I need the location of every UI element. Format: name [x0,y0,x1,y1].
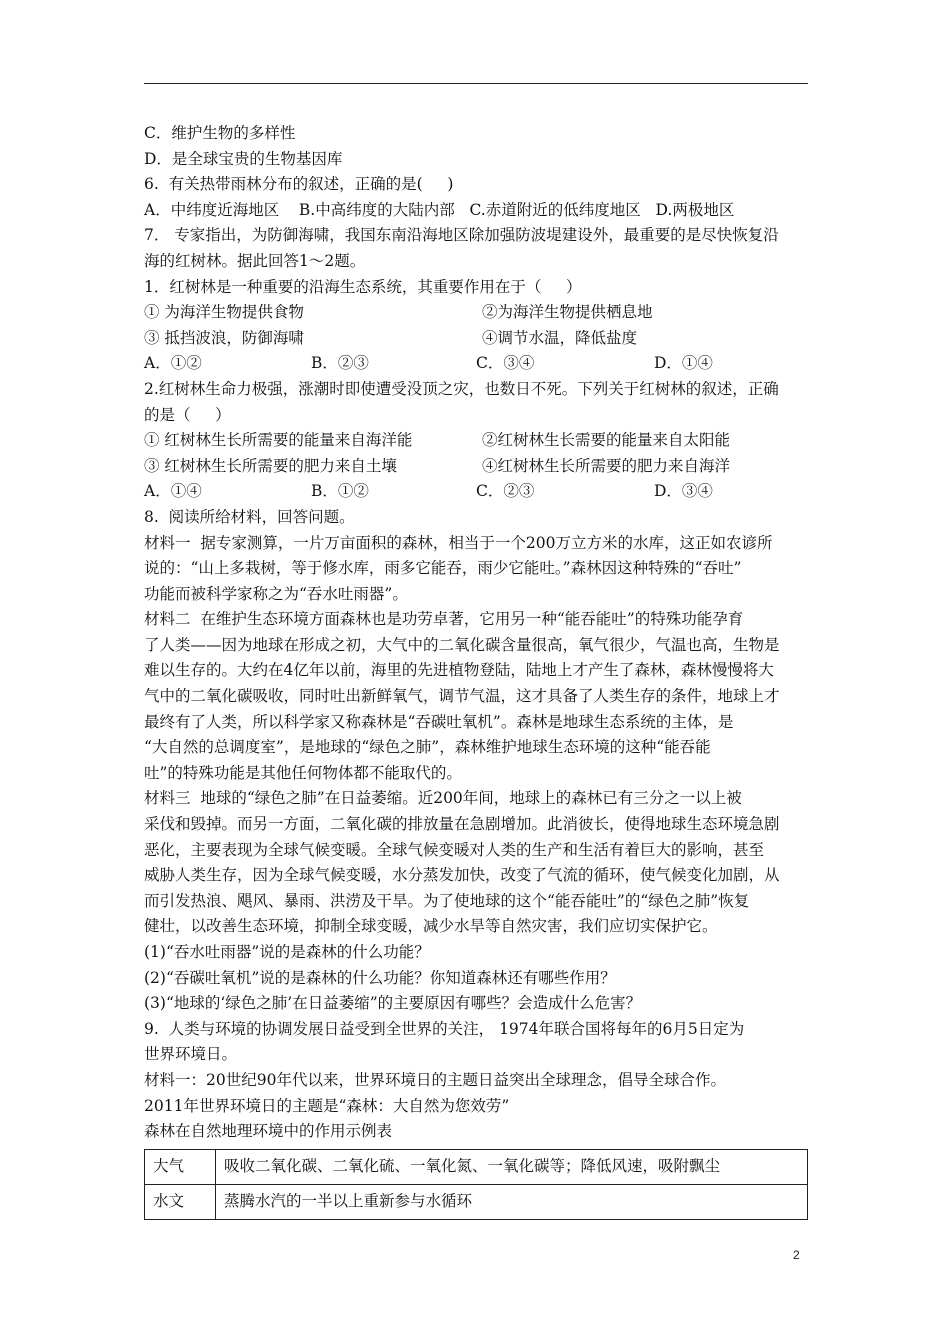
text-line: 而引发热浪、飓风、暴雨、洪涝及干旱。为了使地球的这个“能吞能吐”的“绿色之肺”恢复 [144,891,750,910]
statement: ① 红树林生长所需要的能量来自海洋能 [144,431,413,450]
text-line: 材料一 据专家测算，一片万亩面积的森林，相当于一个200万立方米的水库，这正如农谚所 [144,533,773,552]
text-line: “大自然的总调度室”，是地球的“绿色之肺”，森林维护地球生态环境的这种“能吞能 [144,738,711,757]
material-3 [144,786,808,940]
table-cell: 蒸腾水汽的一半以上重新参与水循环 [216,1184,808,1219]
text-line: 采伐和毁掉。而另一方面，二氧化碳的排放量在急剧增加。此消彼长，使得地球生态环境急剧 [144,815,780,834]
sub-question: (1)“吞水吐雨器”说的是森林的什么功能？ [144,943,430,961]
text-line: 材料一：20世纪90年代以来，世界环境日的主题日益突出全球理念，倡导全球合作。 [144,1070,726,1089]
table-caption: 森林在自然地理环境中的作用示例表 [144,1122,393,1141]
question-6-stem: 6. 有关热带雨林分布的叙述，正确的是( ) [144,175,454,194]
text-line: 恶化，主要表现为全球气候变暖。全球气候变暖对人类的生产和生活有着巨大的影响，甚至 [144,840,765,859]
statement: ②为海洋生物提供栖息地 [482,303,653,322]
question-7-stem: 海的红树林。据此回答1～2题。 [144,251,366,270]
text-line: 威胁人类生存，因为全球气候变暖，水分蒸发加快，改变了气流的循环，使气候变化加剧，从 [144,866,780,885]
text-line: 材料三 地球的“绿色之肺”在日益萎缩。近200年间，地球上的森林已有三分之一以上被 [144,789,742,808]
text-line: 健壮，以改善生态环境，抑制全球变暖，减少水旱等自然灾害，我们应切实保护它。 [144,917,718,936]
question-8-intro: 8. 阅读所给材料，回答问题。 [144,507,355,526]
statement: ②红树林生长需要的能量来自太阳能 [482,431,731,450]
forest-role-table [144,1149,808,1220]
question-2-stem: 2.红树林生命力极强，涨潮时即使遭受没顶之灾，也数日不死。下列关于红树林的叙述，正确 [144,379,779,398]
choice: D．①④ [654,354,713,373]
text-line: 说的：“山上多栽树，等于修水库，雨多它能吞，雨少它能吐。”森林因这种特殊的“吞吐” [144,559,742,578]
question-6-options: A．中纬度近海地区 B.中高纬度的大陆内部 C.赤道附近的低纬度地区 D.两极地区 [144,200,735,219]
sub-question: (3)“地球的‘绿色之肺’在日益萎缩”的主要原因有哪些？会造成什么危害？ [144,994,642,1013]
choice: D．③④ [654,482,713,501]
question-1-choices [144,351,808,377]
table-cell: 水文 [145,1184,216,1219]
statement: ① 为海洋生物提供食物 [144,303,304,322]
choice: A．①② [144,354,202,373]
question-1-stem: 1．红树林是一种重要的沿海生态系统，其重要作用在于（ ） [144,277,582,296]
table-row [145,1149,808,1184]
text-line: 难以生存的。大约在4亿年以前，海里的先进植物登陆，陆地上才产生了森林，森林慢慢将大 [144,661,774,680]
question-7-stem: 7． 专家指出，为防御海啸，我国东南沿海地区除加强防波堤建设外，最重要的是尽快恢复沿 [144,226,779,245]
text-line: 功能而被科学家称之为“吞水吐雨器”。 [144,584,408,603]
question-9-stem: 9. 人类与环境的协调发展日益受到全世界的关注， 1974年联合国将每年的6月5日定为 [144,1019,745,1038]
material-2 [144,607,808,786]
text-line: 了人类——因为地球在形成之初，大气中的二氧化碳含量很高，氧气很少，气温也高，生物是 [144,635,780,654]
text-line: 吐”的特殊功能是其他任何物体都不能取代的。 [144,763,462,782]
question-2-choices [144,479,808,505]
choice: B．②③ [311,354,369,373]
page-number: 2 [793,1248,800,1262]
statement: ③ 抵挡波浪，防御海啸 [144,328,304,347]
table-row [145,1184,808,1219]
question-9-stem: 世界环境日。 [144,1045,238,1064]
text-line: 2011年世界环境日的主题是“森林：大自然为您效劳” [144,1096,510,1115]
table-cell: 大气 [145,1149,216,1184]
text-line: D．是全球宝贵的生物基因库 [144,149,343,168]
statement: ④调节水温，降低盐度 [482,328,638,347]
question-2-statements [144,428,808,479]
text-line: 最终有了人类，所以科学家又称森林是“吞碳吐氧机”。森林是地球生态系统的主体，是 [144,712,734,731]
material-1 [144,531,808,608]
statement: ③ 红树林生长所需要的肥力来自土壤 [144,456,397,475]
choice: A．①④ [144,482,202,501]
question-2-stem: 的是（ ） [144,405,231,424]
choice: C．③④ [476,354,535,373]
header-rule [144,83,808,84]
text-line: C．维护生物的多样性 [144,124,296,142]
sub-question: (2)“吞碳吐氧机”说的是森林的什么功能？你知道森林还有哪些作用？ [144,968,616,987]
page-body [144,121,808,1220]
question-1-statements [144,300,808,351]
text-line: 气中的二氧化碳吸收，同时吐出新鲜氧气，调节气温，这才具备了人类生存的条件，地球上才 [144,687,780,706]
table-cell: 吸收二氧化碳、二氧化硫、一氧化氮、一氧化碳等；降低风速，吸附飘尘 [216,1149,808,1184]
text-line: 材料二 在维护生态环境方面森林也是功劳卓著，它用另一种“能吞能吐”的特殊功能孕育 [144,610,744,629]
choice: C．②③ [476,482,535,501]
statement: ④红树林生长所需要的肥力来自海洋 [482,456,731,475]
choice: B．①② [311,482,369,501]
